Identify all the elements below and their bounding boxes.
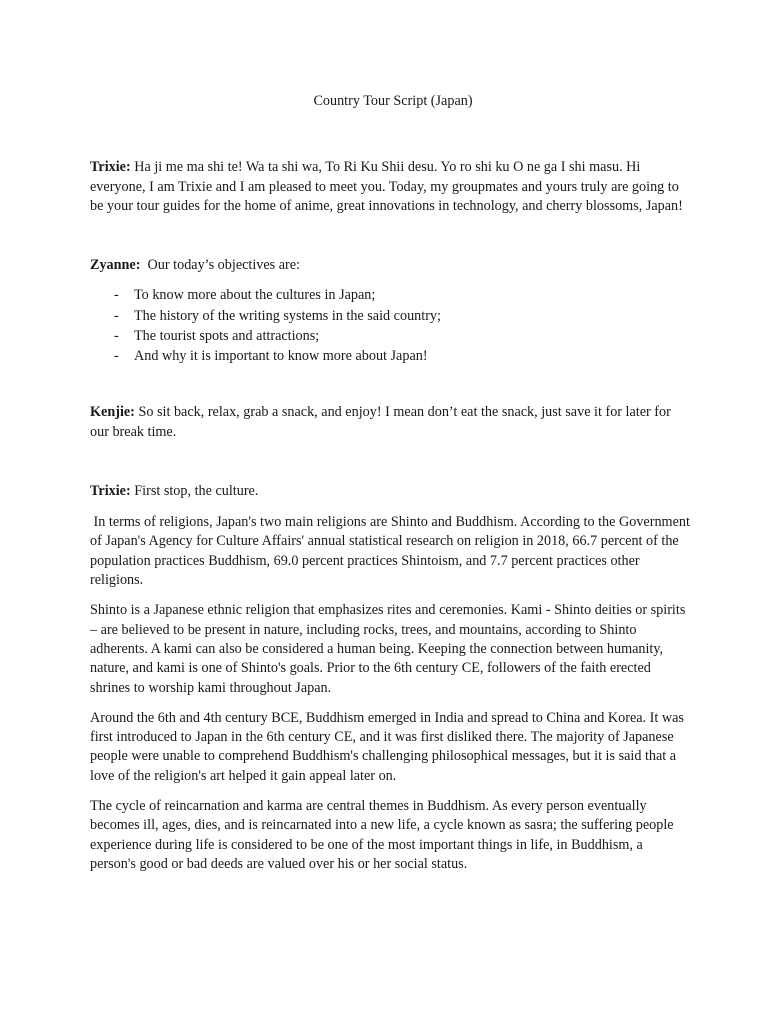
bullet-dash: - [114, 307, 119, 324]
list-item: - The tourist spots and attractions; [90, 327, 690, 347]
speaker-label: Kenjie: [90, 404, 135, 421]
bullet-dash: - [114, 327, 119, 344]
body-paragraph: In terms of religions, Japan's two main religions are Shinto and Buddhism. According to the Government of Japan's Agency for Culture Affairs' annual statistical research on religion in 2018, 66.7 percent of the population practices Buddhism, 69.0 percent practices Shintoism, and 7.7 percent practices other religions. [90, 514, 694, 589]
speaker-label: Trixie: [90, 482, 131, 499]
list-item: - The history of the writing systems in the said country; [90, 307, 690, 327]
body-paragraph: Shinto is a Japanese ethnic religion that emphasizes rites and ceremonies. Kami - Shinto deities or spirits – are believed to be present in nature, including rocks, trees, and mountains, according to Shinto adherents. A kami can also be considered a human being. Keeping the connection between humanity, nature, and kami is one of Shinto's goals. Prior to the 6th century CE, followers of the faith erected shrines to worship kami throughout Japan. [90, 602, 686, 696]
document-title: Country Tour Script (Japan) [313, 93, 473, 109]
body-paragraph: Around the 6th and 4th century BCE, Buddhism emerged in India and spread to China and Korea. It was first introduced to Japan in the 6th century CE, and it was first disliked there. The majority of Japanese people were unable to comprehend Buddhism's challenging philosophical messages, but it is said that a love of the religion's art helped it gain appeal later on. [90, 709, 684, 784]
dialogue-text: Our today’s objectives are: [140, 257, 301, 274]
trixie-intro-paragraph [90, 158, 690, 216]
list-item: - And why it is important to know more about Japan! [90, 347, 690, 367]
kenjie-paragraph [90, 403, 690, 442]
dialogue-text: First stop, the culture. [130, 482, 259, 499]
body-paragraph: The cycle of reincarnation and karma are central themes in Buddhism. As every person eventually becomes ill, ages, dies, and is reincarnated into a new life, a cycle known as sasra; the suffering people experience during life is considered to be one of the most important things in life, in Buddhism, a person's good or bad deeds are valued over his or her social status. [90, 797, 674, 872]
speaker-label: Trixie: [90, 159, 131, 176]
zyanne-paragraph [90, 256, 690, 275]
objectives-list [90, 286, 690, 367]
bullet-dash: - [114, 287, 119, 304]
list-item: - To know more about the cultures in Japan; [90, 286, 690, 306]
document-page [90, 92, 694, 874]
bullet-dash: - [114, 348, 119, 365]
dialogue-text: Ha ji me ma shi te! Wa ta shi wa, To Ri Ku Shii desu. Yo ro shi ku O ne ga I shi masu. Hi everyone, I am Trixie and I am pleased to meet you. Today, my groupmates and yours truly are going to be your tour guides for the home of anime, great innovations in technology, and cherry blossoms, Japan! [90, 159, 683, 214]
speaker-label: Zyanne: [90, 257, 141, 274]
dialogue-text: So sit back, relax, grab a snack, and enjoy! I mean don’t eat the snack, just save it for later for our break time. [90, 404, 671, 440]
trixie-culture-paragraph [90, 482, 690, 501]
